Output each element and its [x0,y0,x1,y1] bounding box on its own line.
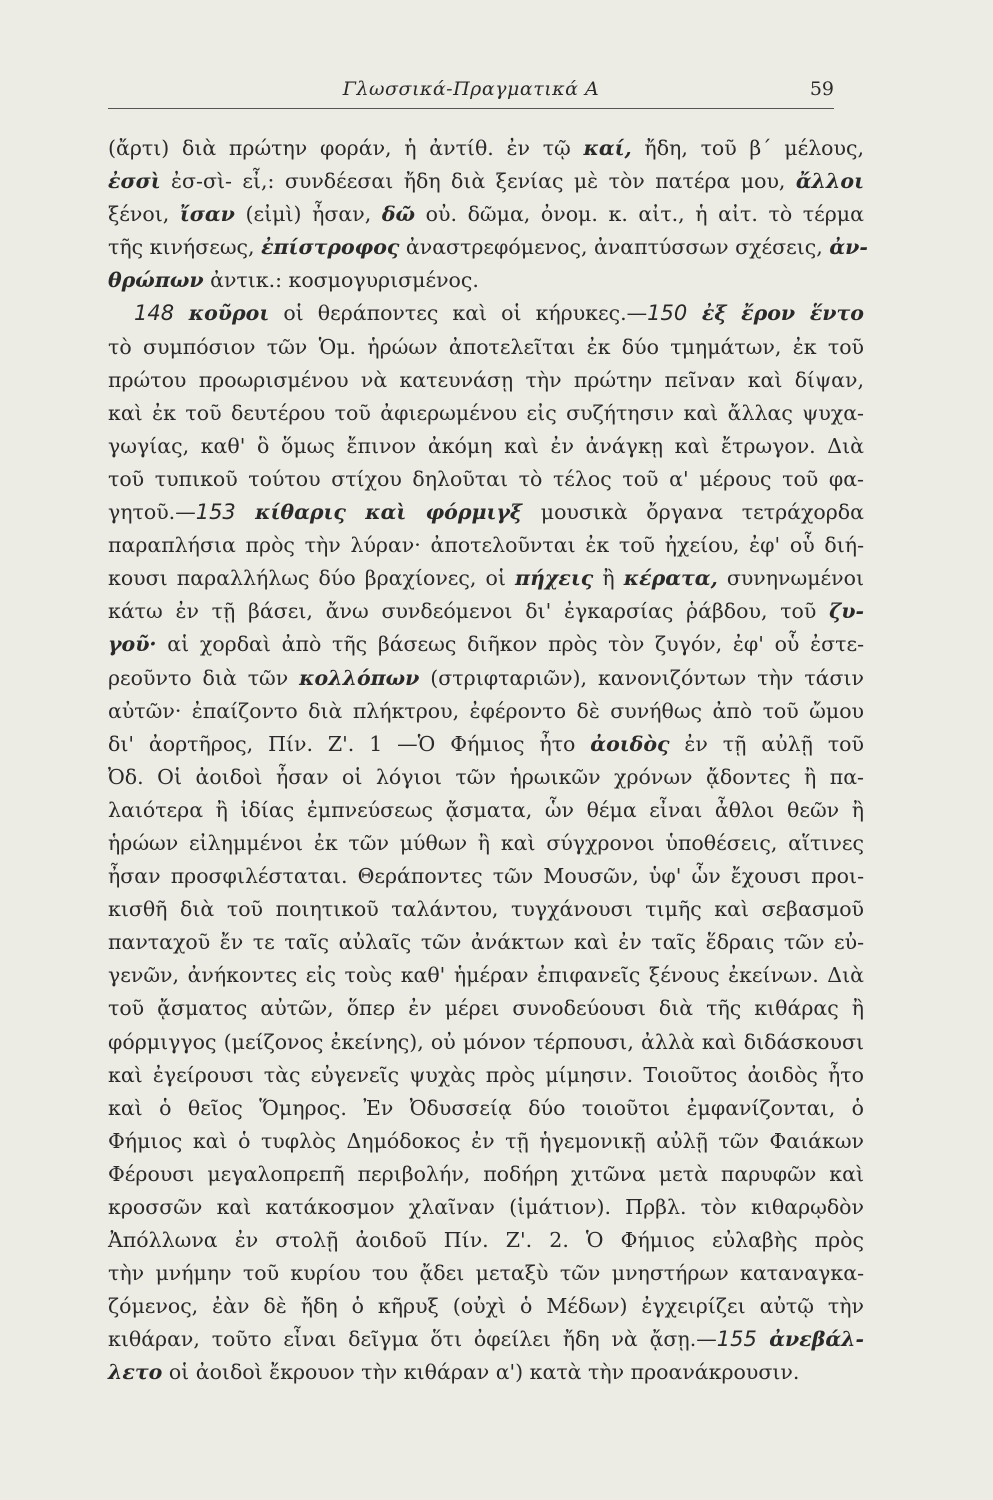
text-line [108,695,864,728]
lemma-term: γοῦ· [108,632,157,657]
text-run: οἱ ἀοιδοὶ ἔκρουον τὴν κιθάραν α') κατὰ τὴν προανάκρουσιν. [162,1360,800,1385]
text-run: τὸ συμπόσιον τῶν Ὁμ. ἡρώων ἀποτελεῖται ἐκ δύο τμημάτων, ἐκ τοῦ [108,334,864,359]
text-line [108,1323,864,1356]
text-run: κάτω ἐν τῇ βάσει, ἄνω συνδεόμενοι δι' ἐγκαρσίας ῥάβδου, τοῦ [108,599,830,624]
text-line [108,1356,864,1389]
lemma-term: κέρατα, [623,566,718,591]
text-run: Ἀπόλλωνα ἐν στολῇ ἀοιδοῦ Πίν. Ζ'. 2. Ὁ Φήμιος εὐλαβὴς πρὸς [108,1228,864,1253]
text-line [108,893,864,926]
text-run: πρώτου προωρισμένου νὰ κατευνάσῃ τὴν πρώτην πεῖναν καὶ δίψαν, [108,367,864,392]
text-run: καὶ ὁ θεῖος Ὅμηρος. Ἐν Ὀδυσσείᾳ δύο τοιοῦτοι ἐμφανίζονται, ὁ [108,1095,864,1120]
text-run: οἱ θεράποντες καὶ οἱ κήρυκες.— [269,301,648,326]
text-run: ἀναστρεφόμενος, ἀναπτύσσων σχέσεις, [399,235,830,260]
text-line [108,761,864,794]
lemma-term: λετο [108,1360,163,1385]
text-run: κιθάραν, τοῦτο εἶναι δεῖγμα ὅτι ὀφείλει ἤδη νὰ ᾄσῃ.— [108,1327,717,1352]
text-line [108,231,868,264]
text-run: Φήμιος καὶ ὁ τυφλὸς Δημόδοκος ἐν τῇ ἡγεμονικῇ αὐλῇ τῶν Φαιάκων [108,1128,864,1153]
text-run: κουσι παραλλήλως δύο βραχίονες, οἱ [108,566,515,591]
lemma-term: ἐξ ἔρον ἕντο [687,301,864,326]
lemma-term: ἀν- [829,235,868,260]
lemma-term: δῶ [381,202,416,227]
text-run: ἐν τῇ αὐλῇ τοῦ [669,731,864,756]
text-line [108,1158,864,1191]
text-line [108,562,864,595]
text-run: ἢ [593,566,624,591]
text-run: ἐσ-σὶ- εἶ,: συνδέεσαι ἤδη διὰ ξενίας μὲ τὸν πατέρα μου, [160,169,796,194]
text-run: κροσσῶν καὶ κατάκοσμον χλαῖναν (ἱμάτιον). Πρβλ. τὸν κιθαρῳδὸν [108,1195,864,1219]
lemma-term: θρώπων [108,268,204,293]
text-run: (εἰμὶ) ἦσαν, [234,202,382,227]
text-line [108,264,864,297]
lemma-term: ἄλλοι [795,169,864,194]
text-line [108,1224,864,1257]
text-line [108,926,864,959]
text-run: καὶ ἐκ τοῦ δευτέρου τοῦ ἀφιερωμένου εἰς συζήτησιν καὶ ἄλλας ψυχα- [108,400,864,425]
running-title: Γλωσσικά-Πραγματικά Α [342,78,600,100]
text-run: δι' ἀορτῆρος, Πίν. Ζ'. 1 —Ὁ Φήμιος ἦτο [108,731,591,756]
text-run: οὐ. δῶμα, ὀνομ. κ. αἰτ., ἡ αἰτ. τὸ τέρμα [415,202,864,227]
text-line [108,595,864,628]
text-line [108,529,864,562]
text-line [108,297,864,330]
text-line [108,430,864,463]
text-line [108,397,864,430]
verse-number: 148 [134,301,175,326]
lemma-term: ἀνεβάλ- [756,1327,864,1352]
text-run: ξένοι, [108,202,180,227]
text-run: αὐτῶν· ἐπαίζοντο διὰ πλήκτρου, ἐφέροντο δὲ συνήθως ἀπὸ τοῦ ὤμου [108,698,864,723]
text-run: τῆς κινήσεως, [108,235,262,260]
text-run: αἱ χορδαὶ ἀπὸ τῆς βάσεως διῆκον πρὸς τὸν ζυγόν, ἐφ' οὗ ἐστε- [156,632,864,657]
text-line [108,1026,864,1059]
text-run: πανταχοῦ ἔν τε ταῖς αὐλαῖς τῶν ἀνάκτων καὶ ἐν ταῖς ἕδραις τῶν εὐ- [108,930,864,955]
text-line [108,1092,864,1125]
text-line [108,1290,864,1323]
text-run: (στριφταριῶν), κανονιζόντων τὴν τάσιν [419,665,864,690]
page-number: 59 [809,78,834,100]
text-line [108,1125,864,1158]
text-line [108,496,864,529]
text-line [108,364,864,397]
text-run: γητοῦ.— [108,500,196,525]
text-run: φόρμιγγος (μείζονος ἐκείνης), οὐ μόνον τέρπουσι, ἀλλὰ καὶ διδάσκουσι [108,1029,864,1054]
text-run: ἤδη, τοῦ β΄ μέλους, [631,136,864,160]
lemma-term: ζυ- [829,599,864,624]
lemma-term: ἐπίστροφος [261,235,400,260]
text-run: γωγίας, καθ' ὃ ὅμως ἔπινον ἀκόμη καὶ ἐν ἀνάγκῃ καὶ ἔτρωγον. Διὰ [108,433,864,458]
text-run: ζόμενος, ἐὰν δὲ ἤδη ὁ κῆρυξ (οὐχὶ ὁ Μέδων) ἐγχειρίζει αὐτῷ τὴν [108,1294,864,1319]
lemma-term: πήχεις [515,566,594,591]
commentary-text [108,132,868,1390]
text-run: Φέρουσι μεγαλοπρεπῆ περιβολήν, ποδήρη χιτῶνα μετὰ παρυφῶν καὶ [108,1161,864,1186]
text-run: τοῦ τυπικοῦ τούτου στίχου δηλοῦται τὸ τέλος τοῦ α' μέρους τοῦ φα- [108,466,864,491]
text-line [108,463,864,496]
text-run: (ἄρτι) διὰ πρώτην φοράν, ἡ ἀντίθ. ἐν τῷ [108,136,584,160]
text-run: μουσικὰ ὄργανα τετράχορδα [522,500,864,525]
verse-number: 150 [647,301,688,326]
text-run: τοῦ ᾄσματος αὐτῶν, ὅπερ ἐν μέρει συνοδεύουσι διὰ τῆς κιθάρας ἢ [108,996,864,1021]
lemma-term: κίθαρις καὶ φόρμιγξ [235,500,523,525]
text-line [108,331,864,364]
text-run: λαιότερα ἢ ἰδίας ἐμπνεύσεως ᾄσματα, ὧν θέμα εἶναι ἆθλοι θεῶν ἢ [108,797,864,822]
lemma-term: καί, [583,136,632,160]
page-header [108,78,834,109]
text-run: συνηνωμένοι [717,566,864,591]
text-run: κισθῆ διὰ τοῦ ποιητικοῦ ταλάντου, τυγχάνουσι τιμῆς καὶ σεβασμοῦ [108,897,864,922]
text-run: ἀντικ.: κοσμογυρισμένος. [203,268,479,293]
text-run: γενῶν, ἀνήκοντες εἰς τοὺς καθ' ἡμέραν ἐπιφανεῖς ξένους ἐκείνων. Διὰ [108,963,864,988]
text-run: Ὀδ. Οἱ ἀοιδοὶ ἦσαν οἱ λόγιοι τῶν ἡρωικῶν χρόνων ᾄδοντες ἢ πα- [108,764,864,789]
text-line [108,728,864,761]
text-run: παραπλήσια πρὸς τὴν λύραν· ἀποτελοῦνται ἐκ τοῦ ἠχείου, ἐφ' οὗ διή- [108,533,864,558]
text-line [108,198,864,231]
text-run: ἦσαν προσφιλέσταται. Θεράποντες τῶν Μουσῶν, ὑφ' ὧν ἔχουσι προι- [108,864,864,889]
text-line [108,827,864,860]
text-line [108,1191,864,1224]
verse-number: 153 [195,500,236,525]
lemma-term: κοῦροι [174,301,270,326]
text-line [108,165,864,198]
text-line [108,132,864,165]
text-line [108,794,864,827]
text-run: ρεοῦντο διὰ τῶν [108,665,300,690]
text-line [108,992,864,1025]
text-line [108,628,864,661]
verse-number: 155 [716,1327,757,1352]
lemma-term: ἐσσὶ [108,169,161,194]
text-run: τὴν μνήμην τοῦ κυρίου του ᾄδει μεταξὺ τῶν μνηστήρων καταναγκα- [108,1261,864,1286]
text-line [108,662,864,695]
text-line [108,1257,864,1290]
text-run: ἡρώων εἰλημμένοι ἐκ τῶν μύθων ἢ καὶ σύγχρονοι ὑποθέσεις, αἵτινες [108,830,864,855]
lemma-term: ἀοιδὸς [590,731,670,756]
text-run: καὶ ἐγείρουσι τὰς εὐγενεῖς ψυχὰς πρὸς μίμησιν. Τοιοῦτος ἀοιδὸς ἦτο [108,1062,864,1087]
lemma-term: ἴσαν [179,202,235,227]
text-line [108,1059,864,1092]
text-line [108,860,864,893]
text-line [108,959,864,992]
lemma-term: κολλόπων [299,665,420,690]
